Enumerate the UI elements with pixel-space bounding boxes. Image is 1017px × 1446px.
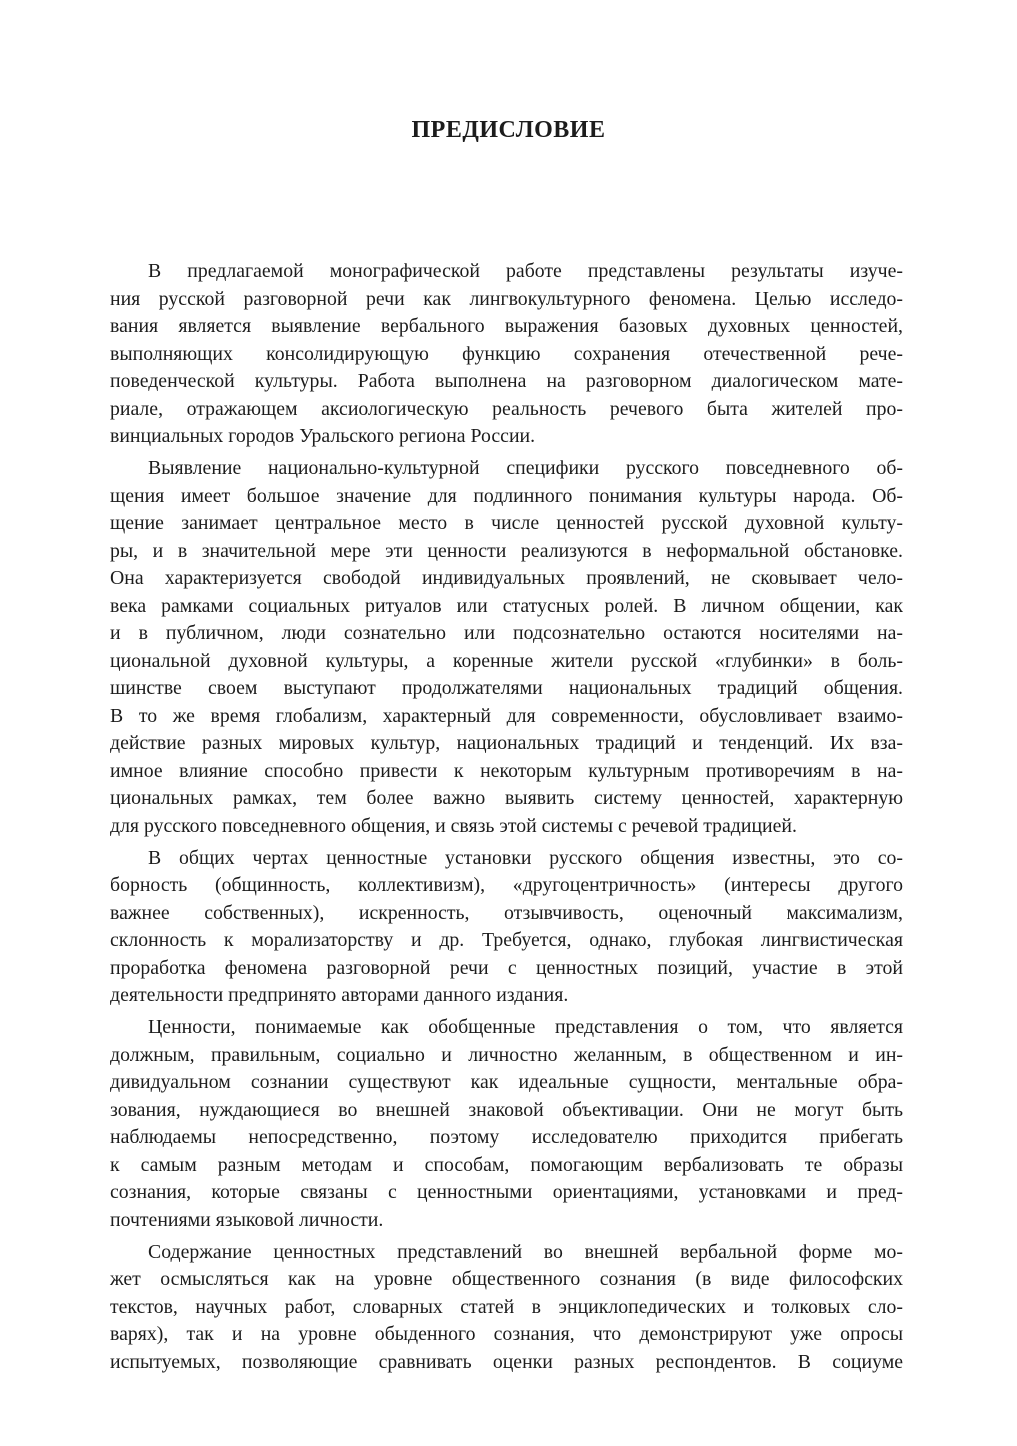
main-text xyxy=(110,258,903,1381)
text-line: важнее собственных), искренность, отзывчивость, оценочный максимализм, xyxy=(110,901,903,924)
text-line: к самым разным методам и способам, помогающим вербализовать те образы xyxy=(110,1153,903,1176)
text-line: выполняющих консолидирующую функцию сохранения отечественной рече- xyxy=(110,342,903,365)
text-line: поведенческой культуры. Работа выполнена на разговорном диалогическом мате- xyxy=(110,370,903,392)
text-line: текстов, научных работ, словарных статей в энциклопедических и толковых сло- xyxy=(110,1295,903,1318)
text-line: Она характеризуется свободой индивидуальных проявлений, не сковывает чело- xyxy=(110,567,903,589)
text-line: для русского повседневного общения, и связь этой системы с речевой традицией. xyxy=(110,814,797,837)
text-line: должным, правильным, социально и личностно желанным, в общественном и ин- xyxy=(110,1043,903,1066)
paragraph xyxy=(110,845,903,1010)
text-line: щение занимает центральное место в числе ценностей русской духовной культу- xyxy=(110,512,903,534)
text-line: дивидуальном сознании существуют как идеальные сущности, ментальные обра- xyxy=(110,1071,903,1093)
text-line: циональной духовной культуры, а коренные жители русской «глубинки» в боль- xyxy=(110,649,903,672)
paragraph xyxy=(110,258,903,451)
paragraph xyxy=(110,1014,903,1234)
text-line: века рамками социальных ритуалов или статусных ролей. В личном общении, как xyxy=(110,594,903,617)
text-line: борность (общинность, коллективизм), «другоцентричность» (интересы другого xyxy=(110,874,903,896)
text-line: наблюдаемы непосредственно, поэтому исследователю приходится прибегать xyxy=(110,1126,903,1148)
text-line: щения имеет большое значение для подлинного понимания культуры народа. Об- xyxy=(110,484,903,507)
text-line: циональных рамках, тем более важно выявить систему ценностей, характерную xyxy=(110,787,903,809)
text-line: винциальных городов Уральского региона России. xyxy=(110,425,536,447)
text-line: почтениями языковой личности. xyxy=(110,1208,384,1231)
page-title: ПРЕДИСЛОВИЕ xyxy=(411,117,606,143)
text-line: имное влияние способно привести к некоторым культурным противоречиям в на- xyxy=(110,759,903,782)
text-line: Ценности, понимаемые как обобщенные представления о том, что является xyxy=(148,1016,903,1038)
text-line: риале, отражающем аксиологическую реальность речевого быта жителей про- xyxy=(110,397,903,420)
text-line: сознания, которые связаны с ценностными ориентациями, установками и пред- xyxy=(110,1181,903,1203)
paragraph xyxy=(110,1239,903,1377)
paragraph xyxy=(110,455,903,840)
text-line: В то же время глобализм, характерный для современности, обусловливает взаимо- xyxy=(110,704,903,727)
text-line: В общих чертах ценностные установки русского общения известны, это со- xyxy=(148,846,903,869)
text-line: Выявление национально-культурной специфики русского повседневного об- xyxy=(148,457,903,479)
text-line: деятельности предпринято авторами данного издания. xyxy=(110,984,569,1006)
text-line: Содержание ценностных представлений во внешней вербальной форме мо- xyxy=(148,1240,903,1263)
text-line: ры, и в значительной мере эти ценности реализуются в неформальной обстановке. xyxy=(110,539,903,562)
text-line: В предлагаемой монографической работе представлены результаты изуче- xyxy=(148,260,903,282)
text-line: шинстве своем выступают продолжателями национальных традиций общения. xyxy=(110,677,903,699)
text-line: жет осмысляться как на уровне общественного сознания (в виде философских xyxy=(110,1268,903,1290)
text-line: действие разных мировых культур, национальных традиций и тенденций. Их вза- xyxy=(110,732,903,754)
text-line: склонность к морализаторству и др. Требуется, однако, глубокая лингвистическая xyxy=(110,929,903,951)
text-line: вания является выявление вербального выражения базовых духовных ценностей, xyxy=(110,315,903,337)
text-line: варях), так и на уровне обыденного сознания, что демонстрируют уже опросы xyxy=(110,1323,903,1345)
text-line: ния русской разговорной речи как лингвокультурного феномена. Целью исследо- xyxy=(110,287,903,310)
text-line: проработка феномена разговорной речи с ценностных позиций, участие в этой xyxy=(110,956,903,979)
text-line: испытуемых, позволяющие сравнивать оценки разных респондентов. В социуме xyxy=(110,1350,903,1373)
text-line: и в публичном, люди сознательно или подсознательно остаются носителями на- xyxy=(110,622,903,644)
text-line: зования, нуждающиеся во внешней знаковой объективации. Они не могут быть xyxy=(110,1098,903,1121)
